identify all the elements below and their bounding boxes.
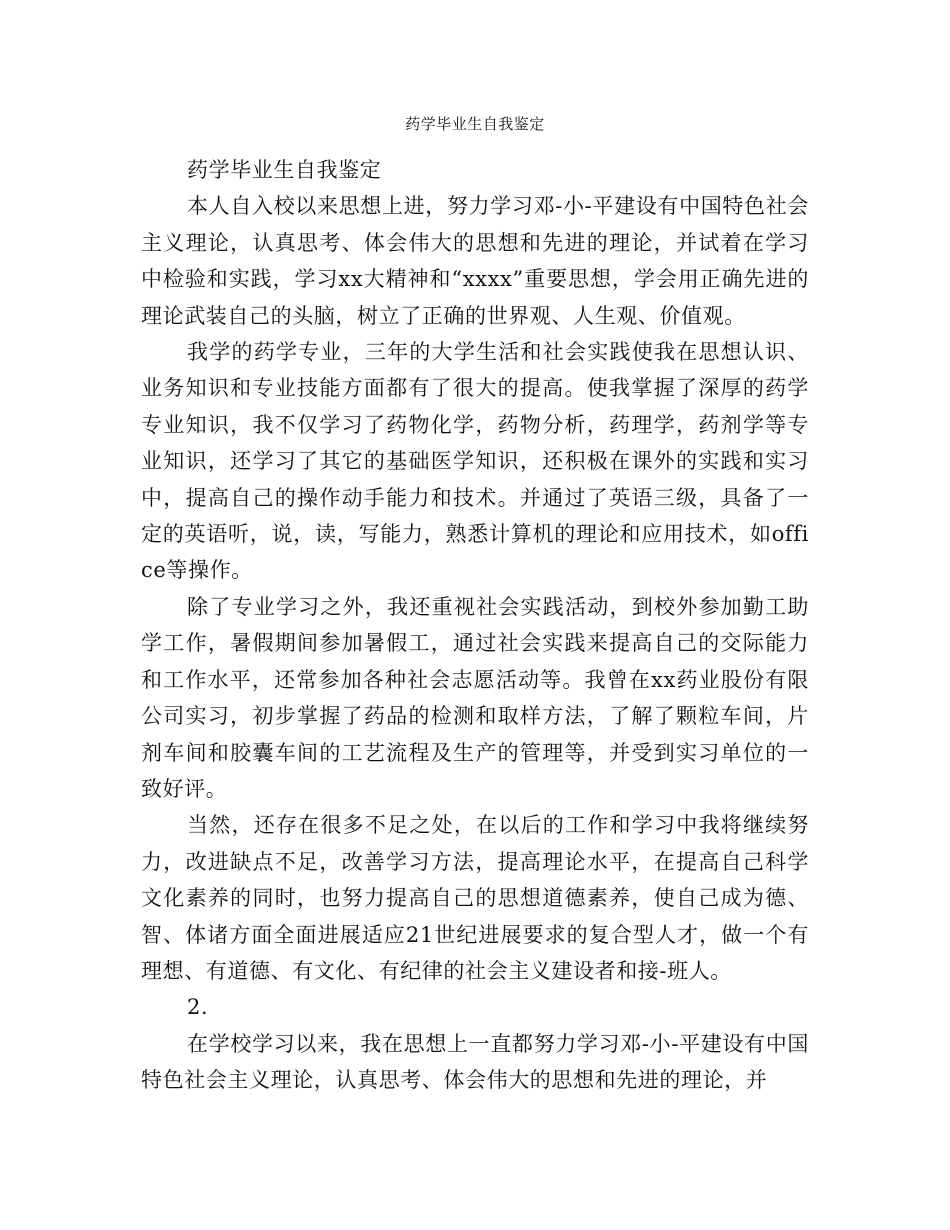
paragraph-3: 除了专业学习之外，我还重视社会实践活动，到校外参加勤工助学工作，暑假期间参加暑假工，通过社会实践来提高自己的交际能力和工作水平，还常参加各种社会志愿活动等。我曾在xx药业股份有限公司实习，初步掌握了药品的检测和取样方法，了解了颗粒车间，片剂车间和胶囊车间的工艺流程及生产的管理等，并受到实习单位的一致好评。	[141, 594, 809, 801]
paragraph-1: 本人自入校以来思想上进，努力学习邓-小-平建设有中国特色社会主义理论，认真思考、体会伟大的思想和先进的理论，并试着在学习中检验和实践，学习xx大精神和“xxxx”重要思想，学会用正确先进的理论武装自己的头脑，树立了正确的世界观、人生观、价值观。	[141, 194, 809, 328]
section-number: 2.	[187, 995, 209, 1020]
paragraph-2: 我学的药学专业，三年的大学生活和社会实践使我在思想认识、业务知识和专业技能方面都有了很大的提高。使我掌握了深厚的药学专业知识，我不仅学习了药物化学，药物分析，药理学，药剂学等专业知识，还学习了其它的基础医学知识，还积极在课外的实践和实习中，提高自己的操作动手能力和技术。并通过了英语三级，具备了一定的英语听，说，读，写能力，熟悉计算机的理论和应用技术，如office等操作。	[141, 340, 809, 583]
header-title: 药学毕业生自我鉴定	[405, 115, 545, 133]
document-body	[141, 152, 809, 1099]
paragraph-5: 在学校学习以来，我在思想上一直都努力学习邓-小-平建设有中国特色社会主义理论，认真思考、体会伟大的思想和先进的理论，并	[141, 1031, 809, 1093]
body-heading: 药学毕业生自我鉴定	[187, 158, 382, 182]
paragraph-4: 当然，还存在很多不足之处，在以后的工作和学习中我将继续努力，改进缺点不足，改善学习方法，提高理论水平，在提高自己科学文化素养的同时，也努力提高自己的思想道德素养，使自己成为德、智、体诸方面全面进展适应21世纪进展要求的复合型人才，做一个有理想、有道德、有文化、有纪律的社会主义建设者和接-班人。	[141, 813, 809, 983]
